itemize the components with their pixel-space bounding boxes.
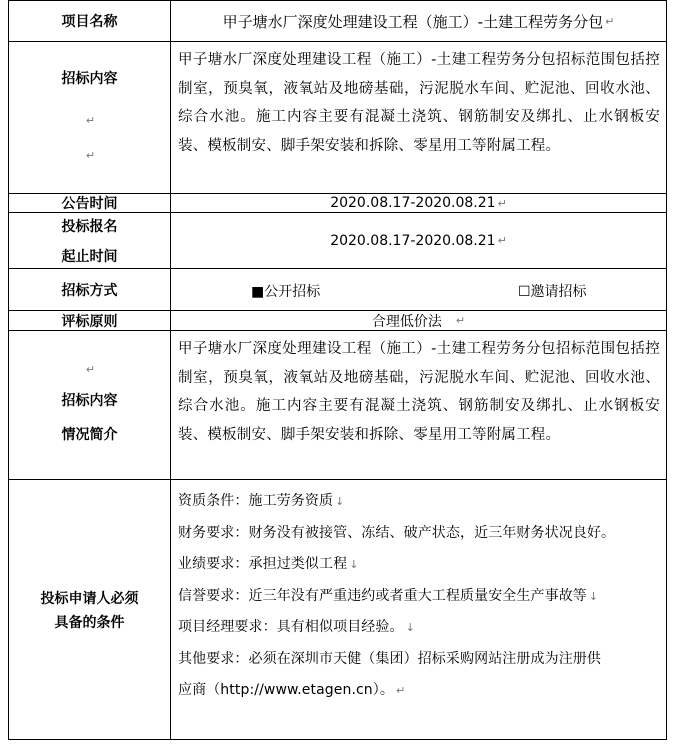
scope-label: [9, 42, 171, 193]
summary-label-line1: 招标内容: [61, 393, 118, 409]
bid-registration-value: [171, 213, 666, 268]
evaluation-value: [171, 311, 666, 330]
bid-registration-label: [9, 213, 171, 268]
paragraph-mark: ↵: [85, 149, 96, 162]
row-evaluation: [9, 311, 666, 331]
row-scope: [9, 42, 666, 194]
row-bid-registration: [9, 213, 666, 269]
requirements-label: [9, 480, 171, 739]
paragraph-mark: ↓: [405, 621, 415, 634]
requirement-item: 应商（http://www.etagen.cn）。 ↵: [178, 682, 406, 698]
paragraph-mark: ↓: [588, 589, 599, 603]
bid-registration-label-line1: 投标报名: [61, 218, 118, 235]
requirement-item: 信誉要求：近三年没有严重违约或者重大工程质量安全生产事故等 ↓: [178, 587, 599, 604]
paragraph-mark: ↵: [497, 196, 507, 210]
option-open-tender: ■公开招标: [251, 284, 321, 300]
evaluation-label: [9, 311, 171, 330]
requirements-label-line2: 具备的条件: [54, 614, 125, 631]
project-name-label: [9, 1, 171, 41]
paragraph-mark: ↵: [497, 234, 507, 247]
evaluation-text: 合理低价法: [371, 313, 442, 330]
tender-info-table: [8, 0, 667, 740]
project-name-text: 甲子塘水厂深度处理建设工程（施工）-土建工程劳务分包: [222, 12, 604, 31]
requirement-item: 财务要求：财务没有被接管、冻结、破产状态，近三年财务状况良好。: [178, 524, 616, 541]
project-name-label-text: 项目名称: [61, 14, 118, 30]
notice-time-label-text: 公告时间: [61, 196, 118, 212]
tender-method-value: [171, 269, 666, 310]
requirement-item: 其他要求：必须在深圳市天健（集团）招标采购网站注册成为注册供: [178, 650, 601, 667]
notice-time-value: [171, 194, 666, 212]
scope-text: 甲子塘水厂深度处理建设工程（施工）-土建工程劳务分包招标范围包括控制室，预臭氧，液氧站及地磅基础，污泥脱水车间、贮泥池、回收水池、综合水池。施工内容主要有混凝土浇筑、钢筋制安及绑扎、止水钢板安装、模板制安、脚手架安装和拆除、零星用工等附属工程。: [178, 52, 660, 154]
requirement-item: 业绩要求：承担过类似工程 ↓: [178, 556, 359, 572]
evaluation-label-text: 评标原则: [61, 313, 118, 330]
bid-registration-label-line2: 起止时间: [61, 248, 118, 265]
row-summary: [9, 331, 666, 480]
tender-method-label: [9, 269, 171, 310]
bid-registration-text: 2020.08.17-2020.08.21: [330, 232, 496, 249]
paragraph-mark: ↵: [605, 14, 615, 28]
row-notice-time: [9, 194, 666, 213]
requirement-item: 项目经理要求：具有相似项目经验。 ↓: [178, 619, 415, 635]
row-tender-method: [9, 269, 666, 311]
summary-label: [9, 331, 171, 479]
paragraph-mark: ↓: [349, 558, 359, 571]
option-invite-tender: ☐邀请招标: [518, 284, 587, 300]
summary-label-line2: 情况简介: [61, 427, 118, 443]
paragraph-mark: ↵: [85, 363, 96, 376]
paragraph-mark: ↵: [455, 314, 466, 327]
notice-time-text: 2020.08.17-2020.08.21: [330, 195, 496, 211]
tender-method-label-text: 招标方式: [61, 282, 118, 299]
row-project-name: [9, 1, 666, 42]
paragraph-mark: ↵: [85, 114, 96, 127]
summary-text: 甲子塘水厂深度处理建设工程（施工）-土建工程劳务分包招标范围包括控制室，预臭氧，液氧站及地磅基础，污泥脱水车间、贮泥池、回收水池、综合水池。施工内容主要有混凝土浇筑、钢筋制安及绑扎、止水钢板安装、模板制安、脚手架安装和拆除、零星用工等附属工程。: [178, 341, 660, 443]
row-requirements: [9, 480, 666, 739]
notice-time-label: [9, 194, 171, 212]
paragraph-mark: ↓: [335, 495, 345, 508]
project-name-value: [171, 1, 666, 41]
scope-label-text: 招标内容: [61, 71, 118, 87]
requirement-item: 资质条件：施工劳务资质 ↓: [178, 493, 345, 509]
requirements-list: [171, 480, 666, 739]
requirements-label-line1: 投标申请人必须: [40, 590, 139, 607]
paragraph-mark: ↵: [395, 684, 406, 697]
